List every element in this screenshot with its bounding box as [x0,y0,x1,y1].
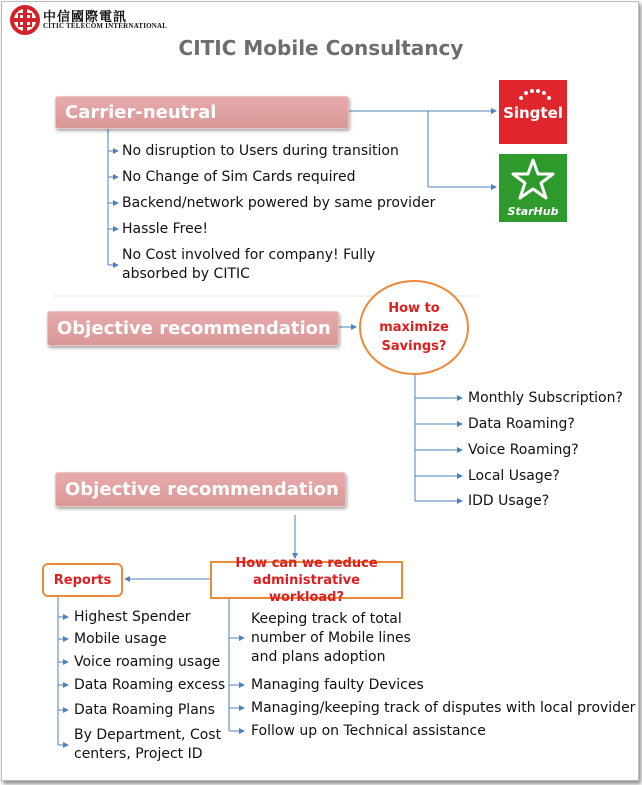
objective-recommendation-box-workload: Objective recommendation [55,472,346,507]
singtel-dots-icon [499,80,567,106]
savings-item: Data Roaming? [468,416,575,432]
carrier-item: No Change of Sim Cards required [122,169,356,185]
workload-item: Keeping track of total number of Mobile lines and plans adoption [251,611,411,665]
carrier-item: No disruption to Users during transition [122,143,399,159]
objective-recommendation-box-savings: Objective recommendation [47,311,339,346]
logo-chinese-text: 中信國際電訊 [43,10,128,25]
report-item: Mobile usage [74,631,167,647]
reports-label: Reports [53,572,112,588]
page-title: CITIC Mobile Consultancy [178,36,464,60]
starhub-star-icon [499,156,567,206]
savings-item: Monthly Subscription? [468,390,623,406]
report-item: Data Roaming Plans [74,702,215,718]
reduce-workload-box [210,555,403,605]
savings-item: IDD Usage? [468,493,550,509]
carrier-item: Hassle Free! [122,221,208,237]
report-item: Voice roaming usage [74,654,221,670]
report-item: Highest Spender [74,609,191,625]
starhub-logo [499,154,567,222]
savings-item: Local Usage? [468,468,560,484]
report-item: By Department, Cost centers, Project ID [74,727,222,762]
singtel-logo [499,80,567,144]
savings-item: Voice Roaming? [468,442,579,458]
workload-item: Managing faulty Devices [251,677,424,693]
reduce-workload-label: How can we reduce administrative workload? [235,555,378,605]
carrier-item: Backend/network powered by same provider [122,195,436,211]
workload-item: Managing/keeping track of disputes with local provider [251,700,636,716]
workload-item: Follow up on Technical assistance [251,723,486,739]
carrier-neutral-box: Carrier-neutral [55,96,349,129]
maximize-savings-circle [359,280,469,375]
carrier-item: No Cost involved for company! Fully absorbed by CITIC [122,247,376,282]
reports-box [42,563,123,597]
maximize-savings-label: How to maximize Savings? [379,301,449,354]
logo-english-text: CITIC TELECOM INTERNATIONAL [43,22,168,30]
starhub-label: StarHub [507,205,559,218]
report-item: Data Roaming excess [74,677,226,693]
singtel-label: Singtel [503,104,563,122]
